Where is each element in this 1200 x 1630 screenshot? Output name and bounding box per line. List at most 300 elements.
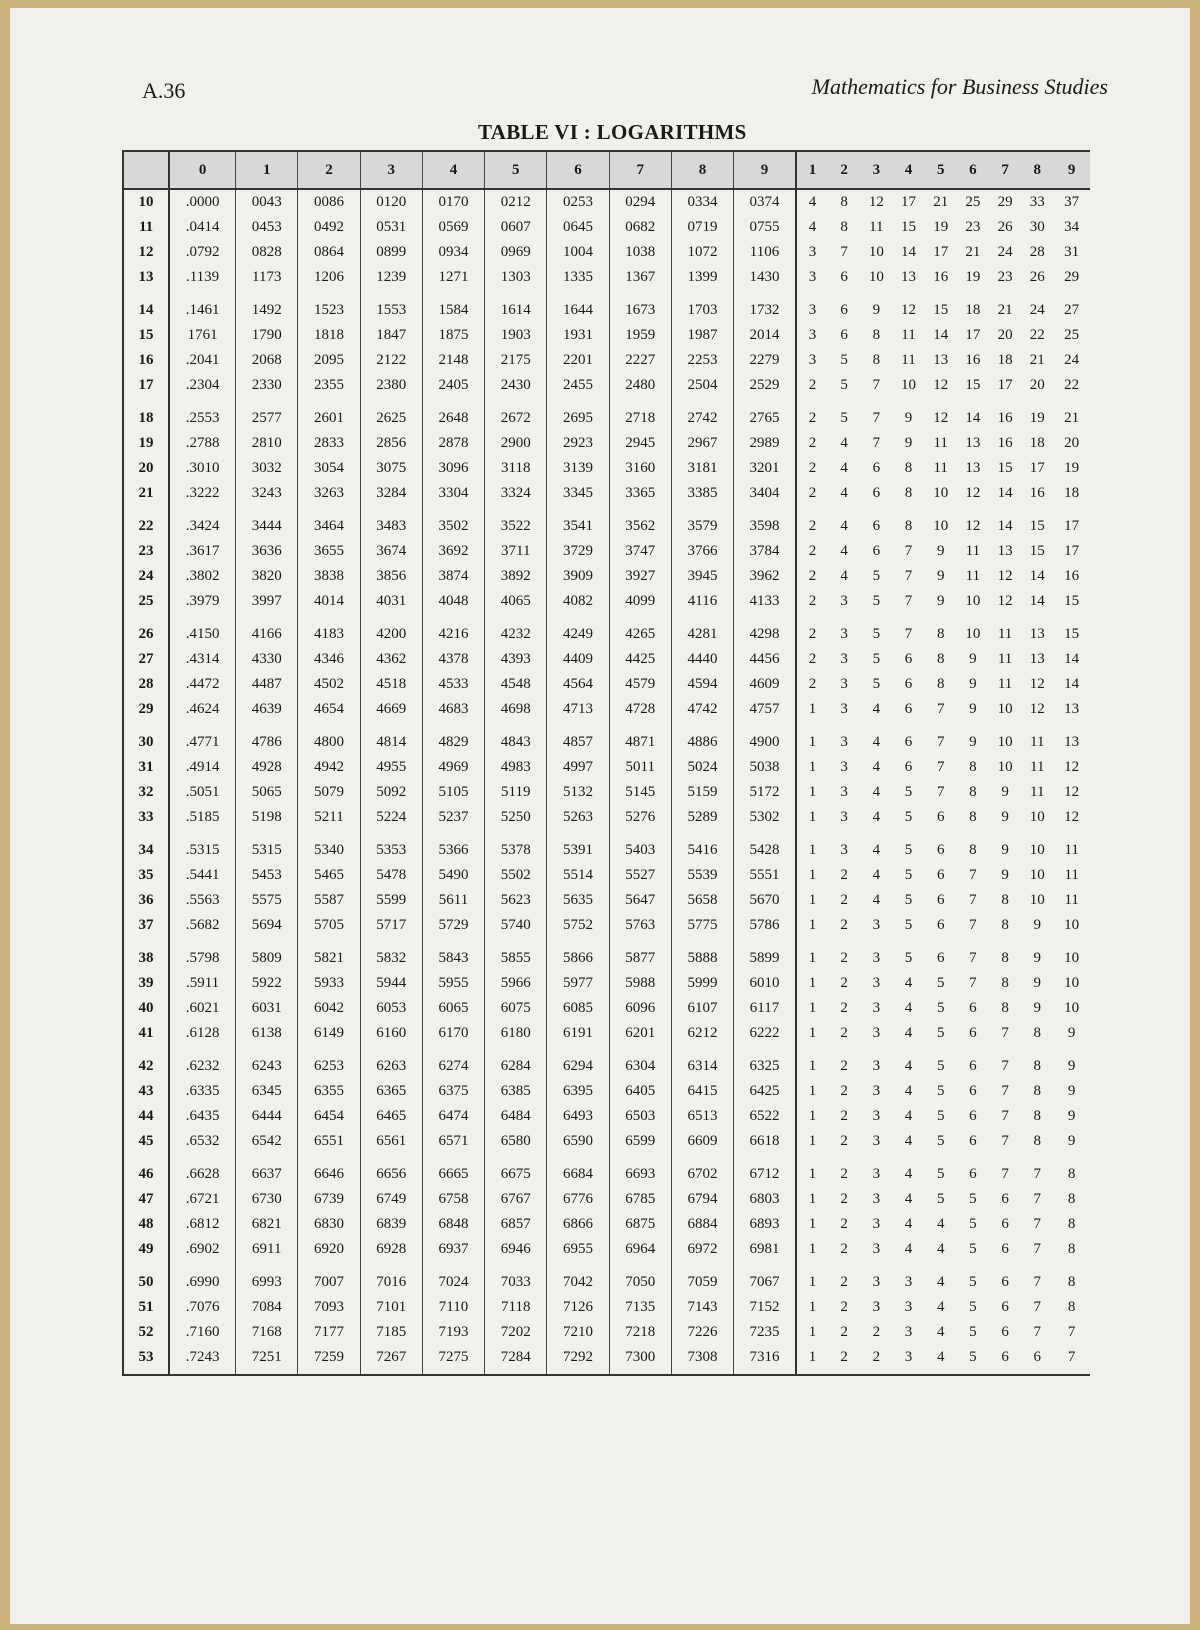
log-value-cell: 2122 (360, 348, 422, 373)
log-value-cell: 4669 (360, 697, 422, 722)
log-value-cell: 6503 (609, 1104, 671, 1129)
mean-difference-cell: 5 (840, 410, 848, 426)
log-value-cell: 0719 (671, 215, 733, 240)
mean-difference-cell: 16 (933, 269, 949, 285)
column-header: 0 (169, 151, 236, 189)
log-value-cell: 2227 (609, 348, 671, 373)
mean-difference-cell: 13 (1029, 626, 1045, 642)
mean-difference-cell: 8 (1067, 1274, 1076, 1290)
row-number: 43 (124, 1079, 169, 1104)
log-value-cell: 6385 (485, 1079, 547, 1104)
mean-difference-cell: 5 (872, 593, 881, 609)
log-value-cell: 5752 (547, 913, 609, 938)
log-value-cell: 1732 (734, 290, 796, 323)
column-header: 6 (547, 151, 609, 189)
log-value-cell: 7235 (734, 1320, 796, 1345)
log-value-cell: 5670 (734, 888, 796, 913)
log-value-cell: 3324 (485, 481, 547, 506)
mean-difference-cell: 7 (1033, 1166, 1042, 1182)
mean-difference-cell: 4 (872, 842, 881, 858)
log-value-cell: 6928 (360, 1237, 422, 1262)
log-value-cell: .3010 (169, 456, 236, 481)
log-value-cell: .3979 (169, 589, 236, 614)
log-value-cell: 5024 (671, 755, 733, 780)
mean-difference-cell: 16 (1064, 568, 1080, 584)
mean-difference-cell: 12 (997, 568, 1013, 584)
log-value-cell: 7259 (298, 1345, 360, 1375)
log-value-cell: .3802 (169, 564, 236, 589)
log-value-cell: 7016 (360, 1262, 422, 1295)
log-value-cell: 2504 (671, 373, 733, 398)
log-value-cell: 5453 (236, 863, 298, 888)
log-value-cell: 5302 (734, 805, 796, 830)
mean-difference-cell: 2 (808, 593, 817, 609)
log-value-cell: 5809 (236, 938, 298, 971)
mean-difference-cell: 9 (1067, 1025, 1076, 1041)
mean-difference-cell: 6 (840, 327, 848, 343)
log-value-cell: 2068 (236, 348, 298, 373)
table-row (124, 506, 1090, 539)
log-value-cell: 1239 (360, 265, 422, 290)
log-value-cell: 5944 (360, 971, 422, 996)
row-number: 12 (124, 240, 169, 265)
mean-difference-cell: 8 (969, 784, 977, 800)
mean-difference-cell: 5 (936, 1108, 945, 1124)
row-number: 36 (124, 888, 169, 913)
log-value-cell: 5428 (734, 830, 796, 863)
log-value-cell: 4249 (547, 614, 609, 647)
mean-difference-cell: 15 (1029, 518, 1045, 534)
mean-difference-cell: 1 (808, 1166, 817, 1182)
log-value-cell: 1790 (236, 323, 298, 348)
mean-difference-cell: 11 (1030, 759, 1045, 775)
mean-difference-cell: 17 (1064, 543, 1080, 559)
mean-difference-cell: 14 (997, 485, 1013, 501)
log-value-cell: 5340 (298, 830, 360, 863)
log-value-cell: 1847 (360, 323, 422, 348)
mean-difference-cell: 6 (936, 809, 945, 825)
mean-difference-cell: 12 (1064, 784, 1080, 800)
mean-difference-cell: 9 (1033, 950, 1042, 966)
log-value-cell: .4624 (169, 697, 236, 722)
mean-difference-cell: 3 (872, 950, 881, 966)
mean-difference-cell: 3 (840, 701, 848, 717)
table-row (124, 290, 1090, 323)
log-value-cell: .4472 (169, 672, 236, 697)
mean-difference-cell: 6 (1001, 1299, 1009, 1315)
log-value-cell: 6972 (671, 1237, 733, 1262)
log-value-cell: 4099 (609, 589, 671, 614)
log-value-cell: 6444 (236, 1104, 298, 1129)
log-value-cell: 4829 (422, 722, 484, 755)
log-value-cell: 6031 (236, 996, 298, 1021)
mean-difference-cell: 7 (1001, 1058, 1009, 1074)
log-value-cell: 5623 (485, 888, 547, 913)
row-number: 15 (124, 323, 169, 348)
mean-difference-cell: 2 (840, 1166, 848, 1182)
mean-difference-cell: 5 (872, 626, 881, 642)
log-value-cell: 5237 (422, 805, 484, 830)
mean-difference-cell: 11 (933, 435, 948, 451)
log-value-cell: 1931 (547, 323, 609, 348)
mean-difference-cell: 8 (936, 651, 945, 667)
log-value-cell: 5119 (485, 780, 547, 805)
column-header: 4 (422, 151, 484, 189)
mean-difference-cell: 8 (969, 809, 977, 825)
table-row (124, 240, 1090, 265)
log-value-cell: 5065 (236, 780, 298, 805)
mean-difference-cell: 8 (1001, 975, 1009, 991)
mean-difference-cell: 1 (808, 1108, 817, 1124)
table-row (124, 755, 1090, 780)
mean-difference-cell: 17 (997, 377, 1013, 393)
difference-column-header: 2 (828, 151, 860, 189)
mean-difference-cell: 4 (936, 1216, 945, 1232)
log-value-cell: 4216 (422, 614, 484, 647)
log-value-cell: 4298 (734, 614, 796, 647)
log-value-cell: .6902 (169, 1237, 236, 1262)
log-value-cell: .2788 (169, 431, 236, 456)
mean-difference-cell: 8 (969, 759, 977, 775)
log-value-cell: 2253 (671, 348, 733, 373)
log-value-cell: 5250 (485, 805, 547, 830)
mean-difference-cell: 4 (840, 543, 848, 559)
mean-difference-cell: 3 (840, 676, 848, 692)
mean-difference-cell: 29 (997, 194, 1013, 210)
log-value-cell: 4330 (236, 647, 298, 672)
log-value-cell: 4378 (422, 647, 484, 672)
mean-difference-cell: 3 (872, 1000, 881, 1016)
mean-difference-cell: 7 (936, 759, 945, 775)
log-value-cell: 7118 (485, 1295, 547, 1320)
log-value-cell: 6304 (609, 1046, 671, 1079)
log-value-cell: 4082 (547, 589, 609, 614)
mean-difference-cell: 3 (808, 327, 817, 343)
mean-difference-cell: 8 (1067, 1191, 1076, 1207)
log-value-cell: .6721 (169, 1187, 236, 1212)
mean-difference-cell: 4 (904, 1241, 913, 1257)
log-value-cell: 4609 (734, 672, 796, 697)
log-value-cell: 6730 (236, 1187, 298, 1212)
mean-difference-cell: 5 (936, 975, 945, 991)
log-value-cell: 3655 (298, 539, 360, 564)
log-value-cell: 6749 (360, 1187, 422, 1212)
row-number: 24 (124, 564, 169, 589)
log-value-cell: 5821 (298, 938, 360, 971)
log-value-cell: 0374 (734, 189, 796, 215)
log-value-cell: 2856 (360, 431, 422, 456)
table-row (124, 1104, 1090, 1129)
log-value-cell: 6053 (360, 996, 422, 1021)
log-value-cell: 0531 (360, 215, 422, 240)
log-value-cell: 2718 (609, 398, 671, 431)
log-value-cell: 3874 (422, 564, 484, 589)
log-value-cell: 1206 (298, 265, 360, 290)
log-value-cell: 1703 (671, 290, 733, 323)
log-value-cell: 0864 (298, 240, 360, 265)
mean-difference-cell: 4 (904, 1083, 913, 1099)
log-value-cell: 3032 (236, 456, 298, 481)
mean-difference-cell: 12 (965, 485, 981, 501)
log-value-cell: 1335 (547, 265, 609, 290)
log-value-cell: 3054 (298, 456, 360, 481)
log-value-cell: 7033 (485, 1262, 547, 1295)
log-value-cell: .4771 (169, 722, 236, 755)
mean-difference-cell: 5 (904, 950, 913, 966)
mean-difference-cell: 7 (969, 975, 977, 991)
mean-difference-cell: 12 (933, 410, 949, 426)
row-number: 32 (124, 780, 169, 805)
mean-difference-cell: 2 (840, 892, 848, 908)
table-row (124, 481, 1090, 506)
log-value-cell: 2279 (734, 348, 796, 373)
mean-difference-cell: 11 (997, 651, 1013, 667)
log-value-cell: 3444 (236, 506, 298, 539)
mean-difference-cell: 3 (840, 759, 848, 775)
log-value-cell: .5563 (169, 888, 236, 913)
mean-difference-cell: 6 (936, 917, 945, 933)
mean-difference-cell: 4 (872, 892, 881, 908)
table-row (124, 672, 1090, 697)
log-value-cell: 6096 (609, 996, 671, 1021)
log-value-cell: 4183 (298, 614, 360, 647)
row-number: 44 (124, 1104, 169, 1129)
mean-difference-cell: 4 (904, 1000, 913, 1016)
log-value-cell: 6160 (360, 1021, 422, 1046)
log-value-cell: 6010 (734, 971, 796, 996)
log-value-cell: 5955 (422, 971, 484, 996)
mean-difference-cell: 5 (904, 892, 913, 908)
mean-difference-cell: 2 (840, 1299, 848, 1315)
table-row (124, 863, 1090, 888)
log-value-cell: 2175 (485, 348, 547, 373)
mean-difference-cell: 3 (904, 1299, 913, 1315)
log-value-cell: 1987 (671, 323, 733, 348)
mean-difference-cell: 24 (1029, 302, 1045, 318)
log-value-cell: 6294 (547, 1046, 609, 1079)
log-value-cell: 6274 (422, 1046, 484, 1079)
mean-difference-cell: 7 (904, 543, 913, 559)
row-number: 14 (124, 290, 169, 323)
mean-difference-cell: 4 (904, 1025, 913, 1041)
mean-difference-cell: 7 (1053, 1345, 1090, 1375)
page-number: A.36 (142, 78, 186, 103)
log-value-cell: 1271 (422, 265, 484, 290)
log-value-cell: 6149 (298, 1021, 360, 1046)
log-value-cell: 6180 (485, 1021, 547, 1046)
mean-difference-cell: 1 (808, 1133, 817, 1149)
mean-difference-cell: 2 (840, 1108, 848, 1124)
mean-difference-cell: 10 (868, 244, 884, 260)
mean-difference-cell: 8 (1067, 1241, 1076, 1257)
log-value-cell: 4639 (236, 697, 298, 722)
log-value-cell: 1038 (609, 240, 671, 265)
log-value-cell: 7202 (485, 1320, 547, 1345)
log-value-cell: 6590 (547, 1129, 609, 1154)
mean-difference-cell: 3 (872, 1274, 881, 1290)
mean-difference-cell: 1 (808, 950, 817, 966)
mean-difference-cell: 1 (808, 1191, 817, 1207)
mean-difference-cell: 26 (1029, 269, 1045, 285)
log-value-cell: 4955 (360, 755, 422, 780)
log-value-cell: 5855 (485, 938, 547, 971)
mean-difference-cell: 3 (840, 734, 848, 750)
mean-difference-cell: 8 (1067, 1299, 1076, 1315)
mean-difference-cell: 1 (796, 1345, 828, 1375)
mean-difference-cell: 1 (808, 1324, 817, 1340)
logarithm-table-container (122, 150, 1090, 1376)
mean-difference-cell: 14 (965, 410, 981, 426)
log-value-cell: 4742 (671, 697, 733, 722)
log-value-cell: 4116 (671, 589, 733, 614)
table-row (124, 697, 1090, 722)
table-row (124, 564, 1090, 589)
mean-difference-cell: 10 (997, 734, 1013, 750)
log-value-cell: .7243 (169, 1345, 236, 1375)
mean-difference-cell: 5 (936, 1191, 945, 1207)
mean-difference-cell: 5 (969, 1241, 977, 1257)
log-value-cell: 3181 (671, 456, 733, 481)
log-value-cell: 4886 (671, 722, 733, 755)
mean-difference-cell: 14 (933, 327, 949, 343)
log-value-cell: 7284 (485, 1345, 547, 1375)
mean-difference-cell: 11 (901, 327, 916, 343)
mean-difference-cell: 2 (808, 435, 817, 451)
log-value-cell: 6474 (422, 1104, 484, 1129)
mean-difference-cell: 12 (1064, 759, 1080, 775)
mean-difference-cell: 7 (1033, 1191, 1042, 1207)
mean-difference-cell: 20 (997, 327, 1013, 343)
log-value-cell: .5441 (169, 863, 236, 888)
header-corner (124, 151, 169, 189)
log-value-cell: 2201 (547, 348, 609, 373)
log-value-cell: 4048 (422, 589, 484, 614)
mean-difference-cell: 18 (997, 352, 1013, 368)
mean-difference-cell: 4 (904, 1216, 913, 1232)
log-value-cell: 4654 (298, 697, 360, 722)
log-value-cell: 7185 (360, 1320, 422, 1345)
mean-difference-cell: 21 (1029, 352, 1045, 368)
log-value-cell: 6712 (734, 1154, 796, 1187)
log-value-cell: 2967 (671, 431, 733, 456)
log-value-cell: 6702 (671, 1154, 733, 1187)
mean-difference-cell: 1 (808, 1216, 817, 1232)
log-value-cell: 5366 (422, 830, 484, 863)
log-value-cell: 6425 (734, 1079, 796, 1104)
mean-difference-cell: 13 (997, 543, 1013, 559)
difference-column-header: 1 (796, 151, 828, 189)
mean-difference-cell: 10 (1064, 1000, 1080, 1016)
table-row (124, 996, 1090, 1021)
mean-difference-cell: 7 (1067, 1324, 1076, 1340)
mean-difference-cell: 2 (840, 1191, 848, 1207)
log-value-cell: 7024 (422, 1262, 484, 1295)
mean-difference-cell: 5 (936, 1166, 945, 1182)
log-value-cell: 6609 (671, 1129, 733, 1154)
mean-difference-cell: 4 (936, 1299, 945, 1315)
mean-difference-cell: 3 (872, 1191, 881, 1207)
row-number: 18 (124, 398, 169, 431)
log-value-cell: 6665 (422, 1154, 484, 1187)
log-value-cell: 2648 (422, 398, 484, 431)
mean-difference-cell: 6 (872, 460, 881, 476)
table-row (124, 1129, 1090, 1154)
mean-difference-cell: 10 (1029, 867, 1045, 883)
log-value-cell: 0120 (360, 189, 422, 215)
mean-difference-cell: 5 (969, 1191, 977, 1207)
log-value-cell: 5587 (298, 888, 360, 913)
log-value-cell: 2765 (734, 398, 796, 431)
log-value-cell: 5551 (734, 863, 796, 888)
log-value-cell: 2330 (236, 373, 298, 398)
mean-difference-cell: 12 (965, 518, 981, 534)
log-value-cell: 3909 (547, 564, 609, 589)
row-number: 21 (124, 481, 169, 506)
row-number: 27 (124, 647, 169, 672)
mean-difference-cell: 7 (1001, 1166, 1009, 1182)
mean-difference-cell: 9 (969, 651, 977, 667)
table-row (124, 1237, 1090, 1262)
row-number: 45 (124, 1129, 169, 1154)
mean-difference-cell: 15 (1029, 543, 1045, 559)
log-value-cell: 7135 (609, 1295, 671, 1320)
mean-difference-cell: 17 (1064, 518, 1080, 534)
log-value-cell: 1903 (485, 323, 547, 348)
log-value-cell: 5999 (671, 971, 733, 996)
log-value-cell: 3729 (547, 539, 609, 564)
mean-difference-cell: 3 (840, 809, 848, 825)
mean-difference-cell: 11 (1064, 867, 1079, 883)
log-value-cell: .2304 (169, 373, 236, 398)
mean-difference-cell: 3 (872, 1058, 881, 1074)
mean-difference-cell: 8 (1067, 1216, 1076, 1232)
log-value-cell: 7067 (734, 1262, 796, 1295)
log-value-cell: 4281 (671, 614, 733, 647)
log-value-cell: 3464 (298, 506, 360, 539)
mean-difference-cell: 4 (808, 219, 817, 235)
log-value-cell: 6551 (298, 1129, 360, 1154)
log-value-cell: 4857 (547, 722, 609, 755)
mean-difference-cell: 6 (840, 302, 848, 318)
mean-difference-cell: 8 (1001, 1000, 1009, 1016)
log-value-cell: 6758 (422, 1187, 484, 1212)
mean-difference-cell: 12 (933, 377, 949, 393)
mean-difference-cell: 6 (969, 1058, 977, 1074)
log-value-cell: .5051 (169, 780, 236, 805)
mean-difference-cell: 9 (872, 302, 881, 318)
column-header: 1 (236, 151, 298, 189)
log-value-cell: 3522 (485, 506, 547, 539)
log-value-cell: 0492 (298, 215, 360, 240)
mean-difference-cell: 3 (892, 1345, 924, 1375)
mean-difference-cell: 16 (997, 410, 1013, 426)
log-value-cell: 6345 (236, 1079, 298, 1104)
log-value-cell: 3139 (547, 456, 609, 481)
difference-column-header: 9 (1053, 151, 1090, 189)
mean-difference-cell: 11 (1030, 784, 1045, 800)
log-value-cell: 7308 (671, 1345, 733, 1375)
log-value-cell: 4014 (298, 589, 360, 614)
log-value-cell: .2041 (169, 348, 236, 373)
mean-difference-cell: 6 (904, 734, 913, 750)
log-value-cell: 5705 (298, 913, 360, 938)
log-value-cell: 7152 (734, 1295, 796, 1320)
mean-difference-cell: 5 (904, 917, 913, 933)
log-value-cell: 6284 (485, 1046, 547, 1079)
log-value-cell: 5877 (609, 938, 671, 971)
mean-difference-cell: 2 (808, 460, 817, 476)
log-value-cell: 5775 (671, 913, 733, 938)
